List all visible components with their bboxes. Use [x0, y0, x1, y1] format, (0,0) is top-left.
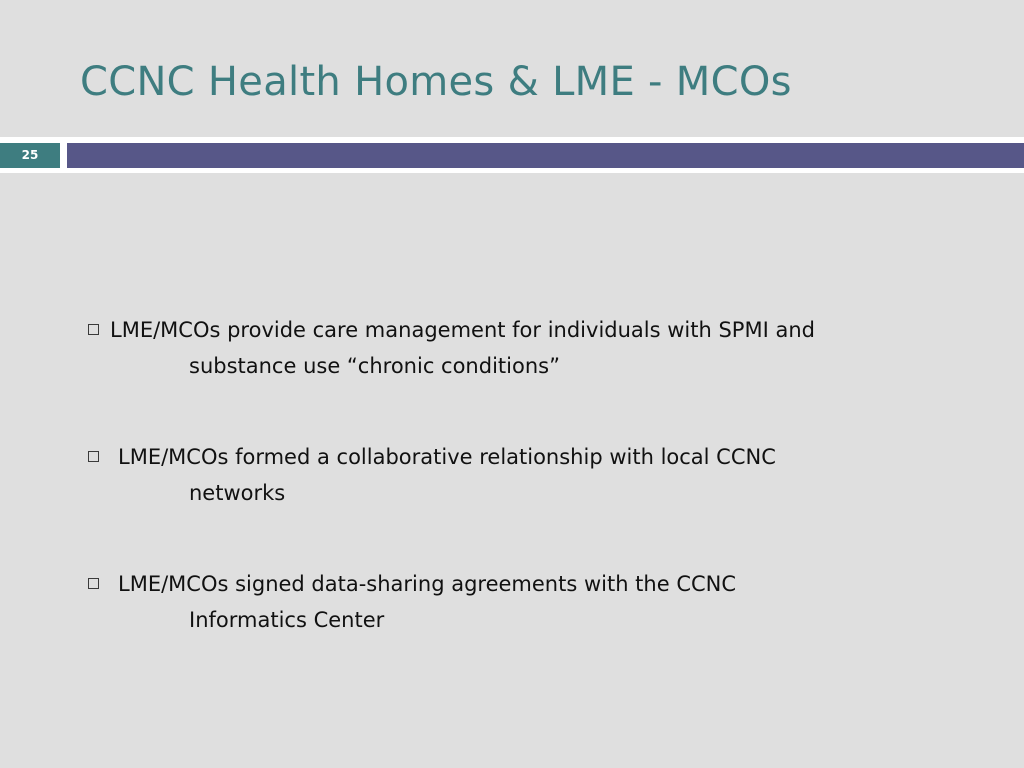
hollow-square-icon: [88, 578, 99, 589]
hollow-square-icon: [88, 451, 99, 462]
bullet-item: [88, 312, 988, 384]
bullet-text-continuation: Informatics Center: [189, 608, 385, 632]
bullet-text-line: LME/MCOs provide care management for individuals with SPMI and: [110, 318, 815, 342]
slide-number: 25: [0, 143, 60, 168]
bullet-text-continuation: networks: [189, 481, 286, 505]
bullet-item: [88, 566, 988, 638]
accent-bar: [67, 143, 1024, 168]
hollow-square-icon: [88, 324, 99, 335]
bullet-item: [88, 439, 988, 511]
bullet-text-line: LME/MCOs formed a collaborative relationship with local CCNC: [118, 445, 776, 469]
bullet-list: [88, 312, 988, 638]
slide-title: CCNC Health Homes & LME - MCOs: [80, 59, 792, 105]
bullet-text-line: LME/MCOs signed data-sharing agreements with the CCNC: [118, 572, 737, 596]
bullet-text-continuation: substance use “chronic conditions”: [189, 354, 560, 378]
